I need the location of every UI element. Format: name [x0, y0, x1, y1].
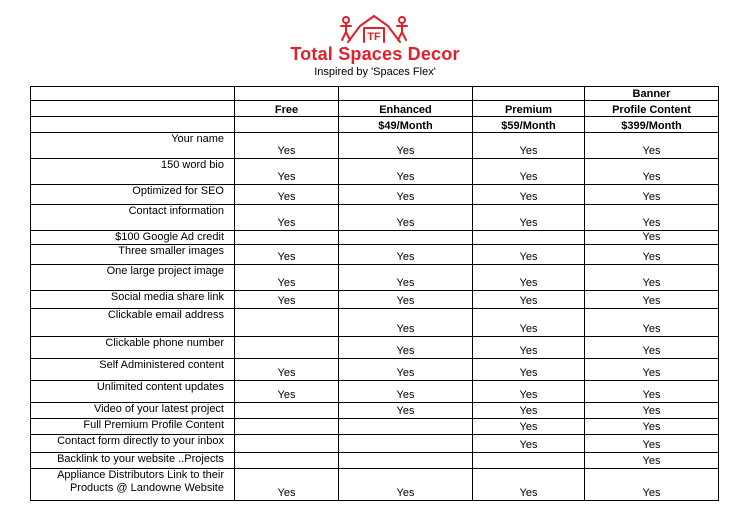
plan-value-cell: Yes [235, 159, 339, 185]
plan-value-cell: Yes [339, 265, 473, 291]
plan-value-cell: Yes [473, 337, 585, 359]
plan-value-cell: Yes [585, 435, 719, 453]
plan-value-cell: Yes [235, 291, 339, 309]
plan-value-cell: Yes [585, 205, 719, 231]
plan-value-cell: Yes [339, 245, 473, 265]
table-row [31, 419, 719, 435]
plan-value-cell [339, 231, 473, 245]
table-row [31, 403, 719, 419]
feature-label: Optimized for SEO [31, 185, 235, 205]
plan-value-cell: Yes [473, 419, 585, 435]
header-row [31, 101, 719, 117]
plan-value-cell: Yes [235, 133, 339, 159]
table-row [31, 185, 719, 205]
plan-value-cell: Yes [473, 133, 585, 159]
header-row [31, 87, 719, 101]
feature-label: Unlimited content updates [31, 381, 235, 403]
plan-value-cell [339, 453, 473, 469]
column-header-cell [235, 87, 339, 101]
brand-title: Total Spaces Decor [290, 44, 460, 64]
plan-value-cell: Yes [585, 265, 719, 291]
column-header-cell: $49/Month [339, 117, 473, 133]
feature-label: Clickable phone number [31, 337, 235, 359]
plan-value-cell: Yes [473, 205, 585, 231]
brand-subtitle: Inspired by 'Spaces Flex' [314, 66, 436, 78]
plan-value-cell: Yes [473, 359, 585, 381]
feature-label: Contact form directly to your inbox [31, 435, 235, 453]
table-row [31, 205, 719, 231]
table-row [31, 359, 719, 381]
plan-value-cell: Yes [339, 309, 473, 337]
plan-value-cell: Yes [585, 403, 719, 419]
column-header-cell: Banner [585, 87, 719, 101]
table-row [31, 469, 719, 501]
column-header-cell: Profile Content [585, 101, 719, 117]
plan-value-cell [235, 435, 339, 453]
header-corner-cell [31, 87, 235, 101]
feature-label: Clickable email address [31, 309, 235, 337]
header-row [31, 117, 719, 133]
plan-value-cell [473, 453, 585, 469]
plan-value-cell [235, 403, 339, 419]
feature-label: One large project image [31, 265, 235, 291]
plan-value-cell: Yes [235, 205, 339, 231]
plan-value-cell: Yes [585, 231, 719, 245]
table-row [31, 245, 719, 265]
total-spaces-flex-logo-icon [338, 12, 410, 46]
plan-value-cell: Yes [235, 265, 339, 291]
header-corner-cell [31, 101, 235, 117]
plan-value-cell: Yes [473, 381, 585, 403]
plan-value-cell: Yes [339, 403, 473, 419]
plan-value-cell: Yes [473, 265, 585, 291]
plan-value-cell: Yes [585, 469, 719, 501]
table-row [31, 381, 719, 403]
plan-value-cell: Yes [473, 309, 585, 337]
feature-label: Social media share link [31, 291, 235, 309]
plan-value-cell: Yes [339, 291, 473, 309]
plan-value-cell: Yes [585, 309, 719, 337]
table-row [31, 159, 719, 185]
plan-value-cell: Yes [585, 419, 719, 435]
plan-value-cell: Yes [339, 359, 473, 381]
table-row [31, 265, 719, 291]
table-row [31, 309, 719, 337]
feature-label: Contact information [31, 205, 235, 231]
plan-value-cell: Yes [339, 469, 473, 501]
column-header-cell [235, 117, 339, 133]
table-row [31, 231, 719, 245]
plan-value-cell [235, 309, 339, 337]
column-header-cell: $59/Month [473, 117, 585, 133]
header-corner-cell [31, 117, 235, 133]
feature-label: Backlink to your website ..Projects [31, 453, 235, 469]
column-header-cell: Free [235, 101, 339, 117]
plan-value-cell: Yes [339, 205, 473, 231]
plan-value-cell: Yes [339, 185, 473, 205]
plan-value-cell: Yes [473, 185, 585, 205]
table-row [31, 435, 719, 453]
plan-value-cell [235, 419, 339, 435]
plan-value-cell: Yes [473, 469, 585, 501]
feature-label: Appliance Distributors Link to their Products @ Landowne Website [31, 469, 235, 501]
plan-value-cell: Yes [585, 381, 719, 403]
table-row [31, 337, 719, 359]
pricing-table-body [31, 87, 719, 501]
column-header-cell [339, 87, 473, 101]
plan-value-cell: Yes [473, 291, 585, 309]
plan-value-cell: Yes [585, 291, 719, 309]
feature-label: 150 word bio [31, 159, 235, 185]
column-header-cell: $399/Month [585, 117, 719, 133]
plan-value-cell: Yes [235, 245, 339, 265]
plan-value-cell [339, 435, 473, 453]
plan-value-cell: Yes [585, 245, 719, 265]
plan-value-cell: Yes [339, 159, 473, 185]
column-header-cell: Enhanced [339, 101, 473, 117]
plan-value-cell: Yes [473, 245, 585, 265]
table-row [31, 453, 719, 469]
column-header-cell [473, 87, 585, 101]
plan-value-cell: Yes [235, 469, 339, 501]
column-header-cell: Premium [473, 101, 585, 117]
plan-value-cell: Yes [339, 337, 473, 359]
feature-label: Self Administered content [31, 359, 235, 381]
plan-value-cell: Yes [235, 381, 339, 403]
plan-value-cell: Yes [585, 185, 719, 205]
plan-value-cell [235, 453, 339, 469]
plan-value-cell: Yes [585, 159, 719, 185]
plan-value-cell [339, 419, 473, 435]
feature-label: Three smaller images [31, 245, 235, 265]
feature-label: Video of your latest project [31, 403, 235, 419]
plan-value-cell: Yes [473, 435, 585, 453]
plan-value-cell: Yes [585, 337, 719, 359]
plan-value-cell: Yes [339, 133, 473, 159]
plan-value-cell [235, 337, 339, 359]
pricing-table [30, 86, 719, 501]
plan-value-cell [473, 231, 585, 245]
plan-value-cell: Yes [235, 185, 339, 205]
plan-value-cell: Yes [585, 133, 719, 159]
feature-label: Your name [31, 133, 235, 159]
plan-value-cell: Yes [235, 359, 339, 381]
feature-label: Full Premium Profile Content [31, 419, 235, 435]
plan-value-cell [235, 231, 339, 245]
plan-value-cell: Yes [585, 453, 719, 469]
feature-label: $100 Google Ad credit [31, 231, 235, 245]
table-row [31, 291, 719, 309]
plan-value-cell: Yes [585, 359, 719, 381]
plan-value-cell: Yes [339, 381, 473, 403]
plan-value-cell: Yes [473, 403, 585, 419]
table-row [31, 133, 719, 159]
plan-value-cell: Yes [473, 159, 585, 185]
svg-text:TF: TF [367, 31, 381, 43]
